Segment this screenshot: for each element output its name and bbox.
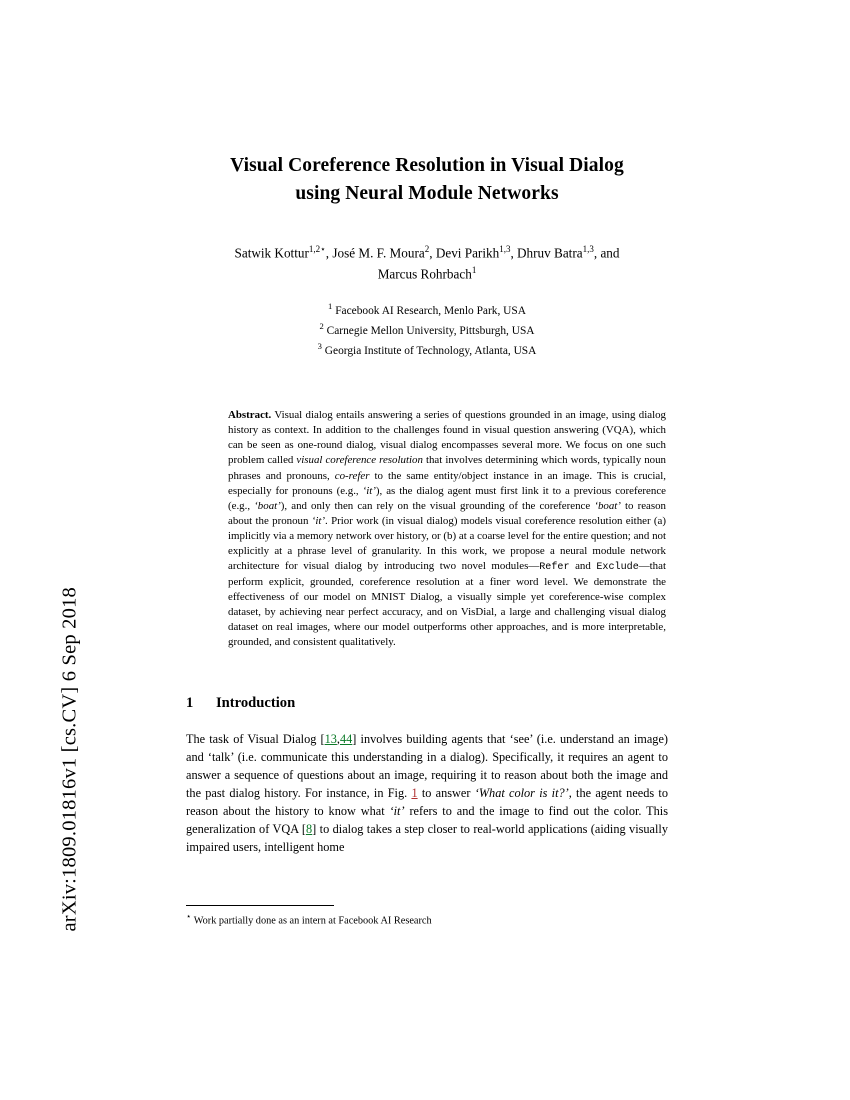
footnote-divider bbox=[186, 905, 334, 906]
affiliation-item bbox=[186, 320, 668, 340]
intro-italic-1: ‘What color is it?’ bbox=[474, 785, 569, 800]
intro-text-2: ] involves building agents that ‘see’ (i.e. understand an image) and ‘talk’ (i.e. communicate this understanding in a dialog). Specifically, it requires an agent to answer a sequence of questions about an image, requiring it to reason about both the image and the past dialog history. For instance, in Fig. bbox=[186, 731, 669, 800]
intro-text-1: The task of Visual Dialog [ bbox=[186, 731, 325, 746]
affiliation-item bbox=[186, 300, 668, 320]
affiliation-number: 1 bbox=[328, 300, 333, 311]
citation-separator: , bbox=[336, 731, 340, 746]
abstract-label: Abstract. bbox=[228, 409, 272, 422]
page-title bbox=[186, 152, 668, 207]
intro-text-6: ] to dialog takes a step closer to real-world applications (aiding visually impaired users, intelligent home bbox=[186, 821, 668, 855]
abstract-italic-4: ‘boat’ bbox=[254, 499, 281, 512]
section-heading-introduction bbox=[186, 695, 668, 712]
abstract-text-9: —that perform explicit, grounded, coreference resolution at a finer word level. We demonstrate the effectiveness of our model on MNIST Dialog, a visually simple yet coreference-wise complex dataset, by achieving near perfect accuracy, and on VisDial, a large and challenging visual dialog dataset on real images, where our model outperforms other approaches, and is more interpretable, grounded, and consistent qualitatively. bbox=[228, 560, 666, 649]
author-list bbox=[186, 243, 668, 283]
author-sep-2: , Devi Parikh bbox=[429, 245, 500, 261]
footnote-marker: ⋆ bbox=[186, 911, 192, 921]
citation-link-13[interactable]: 13 bbox=[324, 731, 337, 746]
affiliation-number: 3 bbox=[317, 341, 322, 351]
intro-text-3: to answer bbox=[417, 785, 475, 800]
intro-italic-2: ‘it’ bbox=[389, 803, 405, 818]
abstract-italic-6: ‘it’ bbox=[311, 514, 326, 527]
abstract-text-7: . Prior work (in visual dialog) models visual coreference resolution either (a) implicitly via a memory network over history, or (b) at a coarse level for the entire question; and not explicitly at a phrase level of granularity. In this work, we propose a neural module network architecture for visual dialog by introducing two novel modules— bbox=[228, 514, 666, 573]
abstract-italic-3: ‘it’ bbox=[362, 484, 376, 497]
affiliation-list bbox=[186, 300, 668, 360]
abstract-text-1: Visual dialog entails answering a series of questions grounded in an image, using dialog history as context. In addition to the challenges found in visual question answering (VQA), which can be seen as one-round dialog, visual dialog encompasses several more. We focus on one such problem called bbox=[228, 409, 666, 467]
section-title: Introduction bbox=[216, 694, 296, 711]
author-sep-3: , Dhruv Batra bbox=[510, 245, 583, 261]
author-3-affil: 1,3 bbox=[499, 244, 511, 255]
citation-link-8[interactable]: 8 bbox=[305, 821, 313, 836]
section-number: 1 bbox=[186, 694, 194, 711]
affiliation-text: Carnegie Mellon University, Pittsburgh, USA bbox=[326, 324, 535, 337]
abstract-block bbox=[228, 408, 666, 650]
abstract-italic-5: ‘boat’ bbox=[594, 499, 621, 512]
abstract-italic-2: co-refer bbox=[334, 469, 370, 482]
arxiv-stamp bbox=[0, 0, 81, 1100]
author-4-affil: 1,3 bbox=[582, 244, 594, 255]
footnote bbox=[186, 911, 668, 928]
affiliation-number: 2 bbox=[319, 320, 324, 331]
abstract-text-3: to the same entity/object instance in an image. This is crucial, especially for pronouns (e.g., bbox=[228, 469, 666, 497]
arxiv-stamp-text: arXiv:1809.01816v1 [cs.CV] 6 Sep 2018 bbox=[58, 587, 81, 932]
footnote-text: Work partially done as an intern at Facebook AI Research bbox=[191, 915, 432, 927]
affiliation-text: Georgia Institute of Technology, Atlanta, USA bbox=[324, 344, 537, 357]
module-name-exclude: Exclude bbox=[596, 562, 639, 574]
title-line-1: Visual Coreference Resolution in Visual Dialog bbox=[230, 155, 624, 176]
abstract-italic-1: visual coreference resolution bbox=[296, 454, 423, 467]
affiliation-text: Facebook AI Research, Menlo Park, USA bbox=[335, 304, 526, 317]
author-sep-4: , and bbox=[593, 245, 620, 261]
title-line-2: using Neural Module Networks bbox=[295, 182, 559, 204]
abstract-text-5: ), and only then can rely on the visual grounding of the coreference bbox=[280, 499, 595, 512]
author-sep-1: , José M. F. Moura bbox=[325, 245, 425, 261]
paper-page bbox=[186, 0, 668, 1100]
citation-link-44[interactable]: 44 bbox=[339, 731, 353, 746]
intro-text-4: , the agent needs to reason about the history to know what bbox=[186, 785, 668, 818]
figure-ref-1[interactable]: 1 bbox=[411, 785, 418, 800]
author-5: Marcus Rohrbach bbox=[377, 265, 472, 281]
abstract-text-8: and bbox=[569, 560, 597, 573]
introduction-paragraph bbox=[186, 730, 668, 857]
author-1-affil: 1,2⋆ bbox=[308, 244, 326, 255]
author-1: Satwik Kottur bbox=[234, 245, 309, 261]
abstract-text-6: to reason about the pronoun bbox=[228, 499, 667, 527]
author-5-affil: 1 bbox=[471, 264, 477, 275]
title-block bbox=[186, 152, 668, 207]
affiliation-item bbox=[186, 340, 668, 360]
abstract-text-2: that involves determining which words, typically noun phrases and pronouns, bbox=[228, 454, 666, 482]
abstract-text-4: ), as the dialog agent must first link it to a previous coreference (e.g., bbox=[228, 484, 666, 512]
module-name-refer: Refer bbox=[539, 562, 570, 574]
intro-text-5: refers to and the image to find out the color. This generalization of VQA [ bbox=[186, 803, 668, 836]
author-2-affil: 2 bbox=[424, 244, 430, 255]
